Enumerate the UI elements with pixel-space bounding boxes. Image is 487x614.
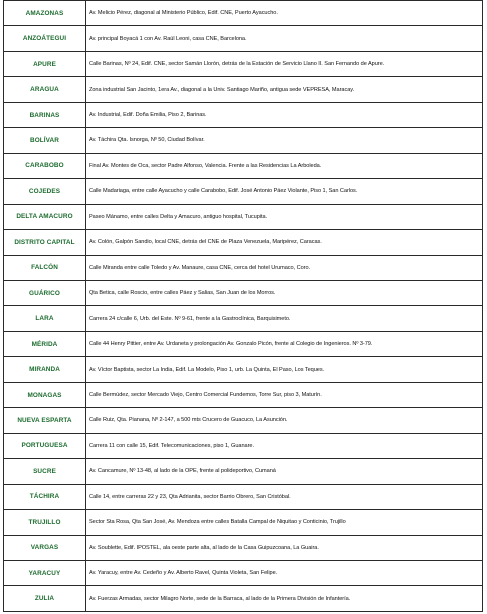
table-row xyxy=(4,586,483,612)
table-row xyxy=(4,128,483,153)
table-row xyxy=(4,102,483,127)
state-name: GUÁRICO xyxy=(4,280,86,305)
directory-body xyxy=(4,1,483,612)
state-address: Paseo Mánamo, entre calles Delta y Amacuro, antiguo hospital, Tucupita. xyxy=(86,204,483,229)
state-name: BARINAS xyxy=(4,102,86,127)
state-name: BOLÍVAR xyxy=(4,128,86,153)
state-name: MIRANDA xyxy=(4,357,86,382)
table-row xyxy=(4,433,483,458)
state-address: Calle Ruiz, Qta. Pianana, Nº 2-147, a 500 mts Crucero de Guacuco, La Asunción. xyxy=(86,408,483,433)
state-name: MÉRIDA xyxy=(4,331,86,356)
state-address: Av. Víctor Baptista, sector La India, Edif. La Modelo, Piso 1, urb. La Quinta, El Paso, Los Teques. xyxy=(86,357,483,382)
table-row xyxy=(4,484,483,509)
state-name: MONAGAS xyxy=(4,382,86,407)
state-name: PORTUGUESA xyxy=(4,433,86,458)
state-address: Av. Fuerzas Armadas, sector Milagro Norte, sede de la Barraca, al lado de la Primera División de Infantería. xyxy=(86,586,483,612)
state-name: SUCRE xyxy=(4,459,86,484)
state-name: DELTA AMACURO xyxy=(4,204,86,229)
table-row xyxy=(4,26,483,51)
table-row xyxy=(4,280,483,305)
state-address: Av. Industrial, Edif. Doña Emilia, Piso 2, Barinas. xyxy=(86,102,483,127)
state-address: Av. principal Boyacá 1 con Av. Raúl Leoni, casa CNE, Barcelona. xyxy=(86,26,483,51)
state-address: Av. Colón, Galpón Sandio, local CNE, detrás del CNE de Plaza Venezuela, Maripérez, Caracas. xyxy=(86,230,483,255)
state-address: Calle 44 Henry Pittier, entre Av. Urdaneta y prolongación Av. Gonzalo Picón, frente al Colegio de Ingenieros. Nº 3-79. xyxy=(86,331,483,356)
state-address: Calle Bermúdez, sector Mercado Viejo, Centro Comercial Fundemos, Torre Sur, piso 3, Maturín. xyxy=(86,382,483,407)
state-name: FALCÓN xyxy=(4,255,86,280)
table-row xyxy=(4,255,483,280)
state-address: Sector Sta Rosa, Qta San José, Av. Mendoza entre calles Batalla Campal de Niquitao y Conticinio, Trujillo xyxy=(86,510,483,535)
table-row xyxy=(4,204,483,229)
table-row xyxy=(4,179,483,204)
state-name: CARABOBO xyxy=(4,153,86,178)
state-name: ANZOÁTEGUI xyxy=(4,26,86,51)
state-name: COJEDES xyxy=(4,179,86,204)
state-address: Calle Barinas, Nº 24, Edif. CNE, sector Samán Llorón, detrás de la Estación de Servicio Llano II. San Fernando de Apure. xyxy=(86,51,483,76)
table-row xyxy=(4,510,483,535)
state-address: Calle Madariaga, entre calle Ayacucho y calle Carabobo, Edif. José Antonio Páez Violante, Piso 1, San Carlos. xyxy=(86,179,483,204)
state-name: APURE xyxy=(4,51,86,76)
state-name: VARGAS xyxy=(4,535,86,560)
state-address: Qta Betica, calle Roscio, entre calles Páez y Salias, San Juan de los Morros. xyxy=(86,280,483,305)
state-name: TRUJILLO xyxy=(4,510,86,535)
state-address: Av. Cancamure, Nº 13-48, al lado de la OPE, frente al polideportivo, Cumaná xyxy=(86,459,483,484)
state-address: Carrera 24 c/calle 6, Urb. del Este. Nº 9-61, frente a la Gastroclínica, Barquisimeto. xyxy=(86,306,483,331)
table-row xyxy=(4,459,483,484)
table-row xyxy=(4,51,483,76)
state-name: YARACUY xyxy=(4,560,86,585)
table-row xyxy=(4,357,483,382)
state-address: Av. Melicio Pérez, diagonal al Ministerio Público, Edif. CNE, Puerto Ayacucho. xyxy=(86,1,483,26)
state-address: Calle Miranda entre calle Toledo y Av. Manaure, casa CNE, cerca del hotel Urumaco, Coro. xyxy=(86,255,483,280)
state-address: Zona industrial San Jacinto, 1era Av., diagonal a la Univ. Santiago Mariño, antigua sede VEPRESA, Maracay. xyxy=(86,77,483,102)
table-row xyxy=(4,306,483,331)
table-row xyxy=(4,382,483,407)
state-address: Av. Soublette, Edif. IPOSTEL, ala oeste parte alta, al lado de la Casa Guipuzcoana, La Guaira. xyxy=(86,535,483,560)
table-row xyxy=(4,331,483,356)
state-address: Carrera 11 con calle 15, Edif. Telecomunicaciones, piso 1, Guanare. xyxy=(86,433,483,458)
state-name: ZULIA xyxy=(4,586,86,612)
state-name: ARAGUA xyxy=(4,77,86,102)
table-row xyxy=(4,230,483,255)
directory-table xyxy=(3,0,483,612)
state-address: Calle 14, entre carreras 22 y 23, Qta Adrianita, sector Barrio Obrero, San Cristóbal. xyxy=(86,484,483,509)
table-row xyxy=(4,1,483,26)
state-name: TÁCHIRA xyxy=(4,484,86,509)
state-name: LARA xyxy=(4,306,86,331)
state-name: DISTRITO CAPITAL xyxy=(4,230,86,255)
table-row xyxy=(4,77,483,102)
state-name: NUEVA ESPARTA xyxy=(4,408,86,433)
table-row xyxy=(4,153,483,178)
state-address: Av. Táchira Qta. Isnorga, Nº 50, Ciudad Bolívar. xyxy=(86,128,483,153)
state-address: Av. Yaracuy, entre Av. Cedeño y Av. Alberto Ravel, Quinta Violeta, San Felipe. xyxy=(86,560,483,585)
table-row xyxy=(4,535,483,560)
table-row xyxy=(4,560,483,585)
state-address: Final Av. Montes de Oca, sector Padre Alfonso, Valencia. Frente a las Residencias La Arboleda. xyxy=(86,153,483,178)
table-row xyxy=(4,408,483,433)
state-name: AMAZONAS xyxy=(4,1,86,26)
